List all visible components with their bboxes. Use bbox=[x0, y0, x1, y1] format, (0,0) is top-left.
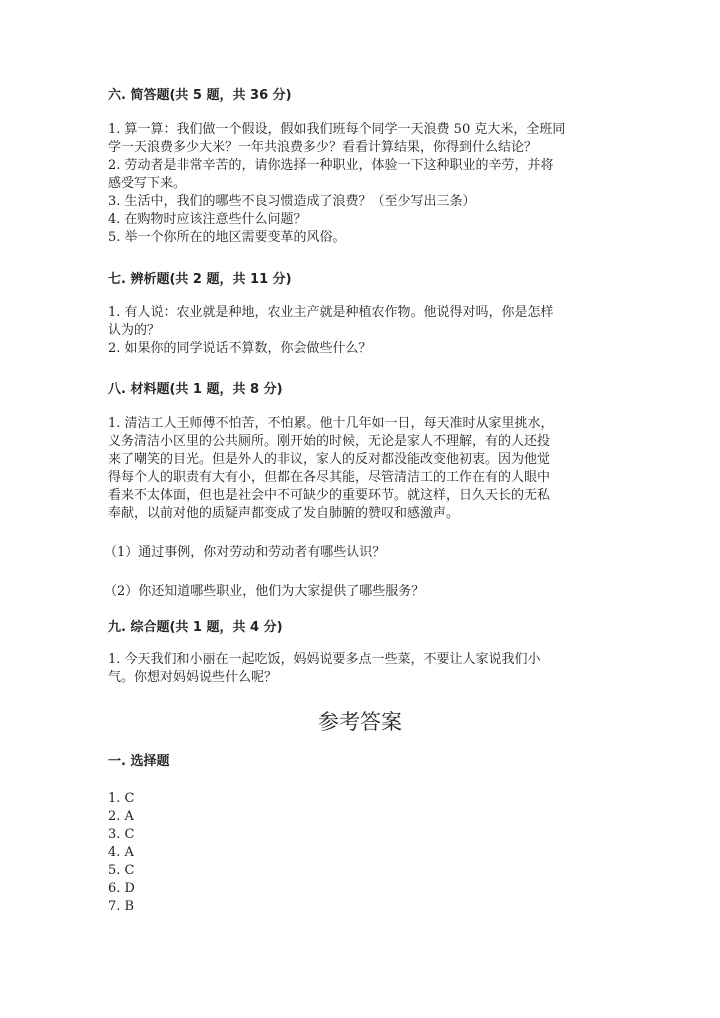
question-line: 1. 今天我们和小丽在一起吃饭，妈妈说要多点一些菜，不要让人家说我们小 bbox=[108, 652, 541, 667]
question-line: 3. 生活中，我们的哪些不良习惯造成了浪费？（至少写出三条） bbox=[108, 194, 476, 209]
material-line: 看来不太体面，但也是社会中不可缺少的重要环节。就这样，日久天长的无私 bbox=[108, 488, 551, 503]
question-line: 1. 算一算：我们做一个假设，假如我们班每个同学一天浪费 50 克大米，全班同 bbox=[108, 122, 566, 137]
answer-item: 3. C bbox=[108, 827, 135, 842]
sub-question-1: （1）通过事例，你对劳动和劳动者有哪些认识？ bbox=[104, 545, 386, 560]
answer-item: 1. C bbox=[108, 791, 135, 806]
material-line: 义务清洁小区里的公共厕所。刚开始的时候，无论是家人不理解，有的人还投 bbox=[108, 434, 551, 449]
answer-item: 7. B bbox=[108, 899, 135, 914]
section-heading: 八. 材料题(共 1 题，共 8 分) bbox=[108, 382, 283, 397]
question-line: 气。你想对妈妈说些什么呢？ bbox=[108, 670, 278, 685]
section-heading: 九. 综合题(共 1 题，共 4 分) bbox=[108, 620, 283, 635]
material-line: 来了嘲笑的目光。但是外人的非议，家人的反对都没能改变他初衷。因为他觉 bbox=[108, 452, 551, 467]
answer-item: 2. A bbox=[108, 809, 134, 824]
question-line: 4. 在购物时应该注意些什么问题？ bbox=[108, 212, 307, 227]
material-line: 1. 清洁工人王师傅不怕苦，不怕累。他十几年如一日，每天准时从家里挑水， bbox=[108, 416, 554, 431]
sub-question-2: （2）你还知道哪些职业，他们为大家提供了哪些服务？ bbox=[104, 584, 425, 599]
question-line: 学一天浪费多少大米？一年共浪费多少？看看计算结果，你得到什么结论？ bbox=[108, 140, 538, 155]
material-line: 得每个人的职责有大有小，但都在各尽其能，尽管清洁工的工作在有的人眼中 bbox=[108, 470, 551, 485]
question-line: 5. 举一个你所在的地区需要变革的风俗。 bbox=[108, 230, 346, 245]
question-line: 感受写下来。 bbox=[108, 176, 187, 191]
section-heading: 六. 简答题(共 5 题，共 36 分) bbox=[108, 88, 292, 103]
answer-item: 4. A bbox=[108, 845, 134, 860]
answer-section-heading: 一. 选择题 bbox=[108, 754, 170, 769]
section-heading: 七. 辨析题(共 2 题，共 11 分) bbox=[108, 272, 292, 287]
question-line: 2. 如果你的同学说话不算数，你会做些什么？ bbox=[108, 341, 372, 356]
material-line: 奉献，以前对他的质疑声都变成了发自肺腑的赞叹和感激声。 bbox=[108, 506, 460, 521]
answer-item: 6. D bbox=[108, 881, 135, 896]
answer-key-title: 参考答案 bbox=[318, 710, 402, 734]
question-line: 2. 劳动者是非常辛苦的，请你选择一种职业，体验一下这种职业的辛劳，并将 bbox=[108, 158, 554, 173]
question-line: 1. 有人说：农业就是种地，农业主产就是种植农作物。他说得对吗，你是怎样 bbox=[108, 305, 554, 320]
question-line: 认为的？ bbox=[108, 323, 161, 338]
answer-item: 5. C bbox=[108, 863, 135, 878]
